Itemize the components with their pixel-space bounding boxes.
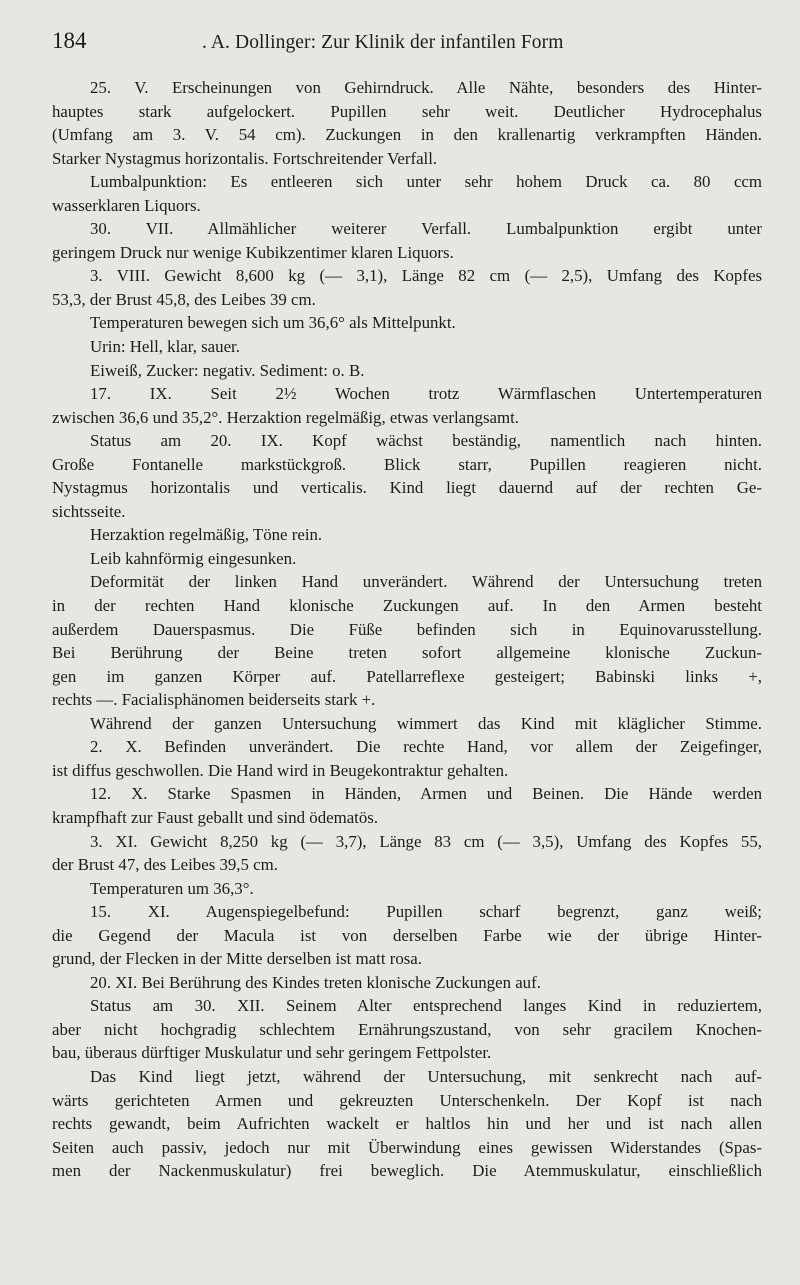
text-line: 3. VIII. Gewicht 8,600 kg (— 3,1), Länge 82 cm (— 2,5), Umfang des Kopfes [90, 266, 762, 286]
text-line: ist diffus geschwollen. Die Hand wird in Beugekontraktur gehalten. [52, 760, 509, 780]
text-line: Status am 30. XII. Seinem Alter entsprechend langes Kind in reduziertem, [90, 996, 762, 1016]
text-line: grund, der Flecken in der Mitte derselben ist matt rosa. [52, 949, 422, 969]
text-line: Deformität der linken Hand unverändert. Während der Untersuchung treten [90, 572, 762, 592]
text-line: men der Nackenmuskulatur) frei beweglich. Die Atemmuskulatur, einschließlich [52, 1161, 762, 1181]
text-line: 2. X. Befinden unverändert. Die rechte Hand, vor allem der Zeigefinger, [90, 737, 762, 757]
text-line: Große Fontanelle markstückgroß. Blick starr, Pupillen reagieren nicht. [52, 454, 762, 474]
text-line: Während der ganzen Untersuchung wimmert das Kind mit kläglicher Stimme. [90, 713, 762, 733]
body-text [52, 76, 762, 1183]
text-line: außerdem Dauerspasmus. Die Füße befinden sich in Equinovarusstellung. [52, 619, 762, 639]
text-line: 30. VII. Allmählicher weiterer Verfall. Lumbalpunktion ergibt unter [90, 219, 762, 239]
running-head: . A. Dollinger: Zur Klinik der infantilen Form [202, 32, 564, 53]
text-line: gen im ganzen Körper auf. Patellarreflexe gesteigert; Babinski links +, [52, 666, 762, 686]
text-line: zwischen 36,6 und 35,2°. Herzaktion regelmäßig, etwas verlangsamt. [52, 407, 519, 427]
text-line: Status am 20. IX. Kopf wächst beständig, namentlich nach hinten. [90, 431, 762, 451]
text-line: wasserklaren Liquors. [52, 195, 201, 215]
text-line: rechts gewandt, beim Aufrichten wackelt er haltlos hin und her und ist nach allen [52, 1114, 762, 1134]
text-line: aber nicht hochgradig schlechtem Ernährungszustand, von sehr gracilem Knochen- [52, 1019, 762, 1039]
text-line: Starker Nystagmus horizontalis. Fortschreitender Verfall. [52, 148, 438, 168]
text-line: die Gegend der Macula ist von derselben Farbe wie der übrige Hinter- [52, 925, 762, 945]
text-line: krampfhaft zur Faust geballt und sind ödematös. [52, 807, 379, 827]
page-header [52, 28, 762, 64]
text-line: rechts —. Facialisphänomen beiderseits stark +. [52, 690, 376, 710]
page-number: 184 [52, 28, 87, 53]
text-line: bau, überaus dürftiger Muskulatur und sehr geringem Fettpolster. [52, 1043, 492, 1063]
text-line: Lumbalpunktion: Es entleeren sich unter sehr hohem Druck ca. 80 ccm [90, 172, 762, 192]
text-line: in der rechten Hand klonische Zuckungen auf. In den Armen besteht [52, 596, 762, 616]
text-line: Eiweiß, Zucker: negativ. Sediment: o. B. [90, 360, 365, 380]
text-line: hauptes stark aufgelockert. Pupillen sehr weit. Deutlicher Hydrocephalus [52, 101, 762, 121]
text-line: Seiten auch passiv, jedoch nur mit Überwindung eines gewissen Widerstandes (Spas- [52, 1137, 762, 1157]
text-line: geringem Druck nur wenige Kubikzentimer klaren Liquors. [52, 242, 454, 262]
text-line: der Brust 47, des Leibes 39,5 cm. [52, 855, 278, 875]
text-line: 3. XI. Gewicht 8,250 kg (— 3,7), Länge 83 cm (— 3,5), Umfang des Kopfes 55, [90, 831, 762, 851]
text-line: Herzaktion regelmäßig, Töne rein. [90, 525, 323, 545]
text-line: sichtsseite. [52, 501, 126, 521]
text-line: 15. XI. Augenspiegelbefund: Pupillen scharf begrenzt, ganz weiß; [90, 902, 762, 922]
text-line: 53,3, der Brust 45,8, des Leibes 39 cm. [52, 289, 316, 309]
text-line: Das Kind liegt jetzt, während der Untersuchung, mit senkrecht nach auf- [90, 1066, 762, 1086]
text-line: 17. IX. Seit 2½ Wochen trotz Wärmflaschen Untertemperaturen [90, 384, 762, 404]
text-line: 12. X. Starke Spasmen in Händen, Armen und Beinen. Die Hände werden [90, 784, 762, 804]
text-line: Temperaturen um 36,3°. [90, 878, 254, 898]
text-line: Nystagmus horizontalis und verticalis. Kind liegt dauernd auf der rechten Ge- [52, 478, 762, 498]
text-line: Bei Berührung der Beine treten sofort allgemeine klonische Zuckun- [52, 643, 762, 663]
text-line: 25. V. Erscheinungen von Gehirndruck. Alle Nähte, besonders des Hinter- [90, 78, 762, 97]
text-line: Urin: Hell, klar, sauer. [90, 337, 240, 357]
text-line: Leib kahnförmig eingesunken. [90, 548, 297, 568]
text-line: wärts gerichteten Armen und gekreuzten Unterschenkeln. Der Kopf ist nach [52, 1090, 762, 1110]
text-line: Temperaturen bewegen sich um 36,6° als Mittelpunkt. [90, 313, 456, 333]
text-line: 20. XI. Bei Berührung des Kindes treten klonische Zuckungen auf. [90, 972, 541, 992]
text-line: (Umfang am 3. V. 54 cm). Zuckungen in den krallenartig verkrampften Händen. [52, 125, 762, 145]
